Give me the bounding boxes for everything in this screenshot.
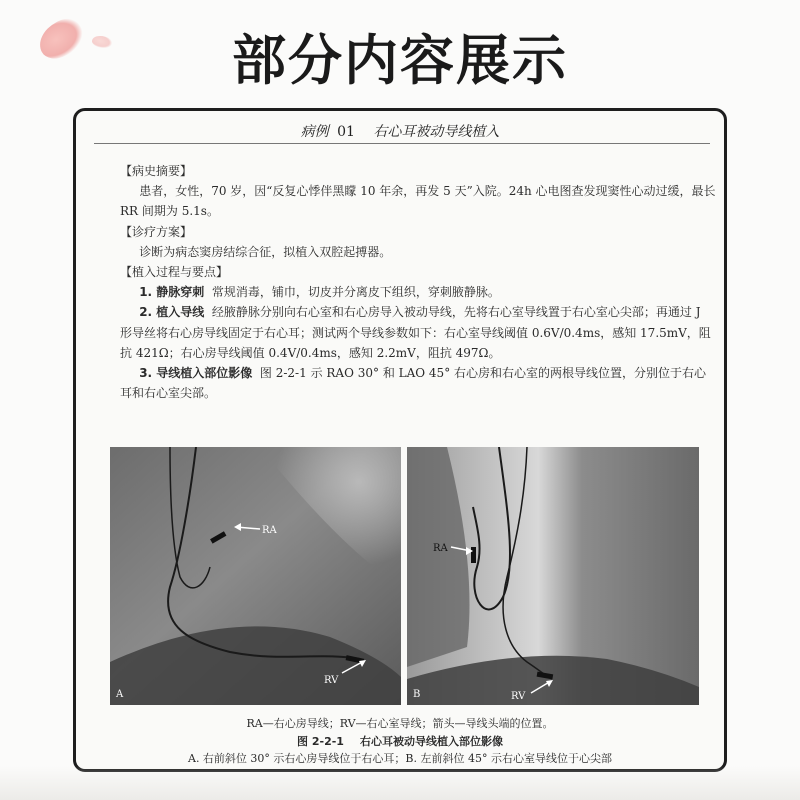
panel-b-rv-label: RV: [511, 691, 526, 702]
panel-b-letter: B: [413, 689, 421, 700]
figure-title: 右心耳被动导线植入部位影像: [359, 735, 503, 748]
figure-note: A. 右前斜位 30° 示右心房导线位于右心耳；B. 左前斜位 45° 示右心室导线位于心尖部: [188, 752, 612, 765]
banner-title: 部分内容展示: [232, 29, 568, 92]
case-title: [76, 121, 724, 141]
panel-b-ra-lead-tip: [471, 547, 476, 563]
case-label: 病例: [300, 124, 329, 140]
figure-number: 图 2-2-1: [297, 735, 344, 748]
case-number: 01: [337, 124, 355, 140]
book-page: [76, 111, 724, 769]
figure-caption: [76, 733, 724, 749]
xray-panel-a: [110, 447, 401, 705]
step3-text: 图 2-2-1 示 RAO 30° 和 LAO 45° 右心房和右心室的两根导线位置，分别位于右心耳和右心室尖部。: [120, 366, 707, 401]
step3-paragraph: [120, 363, 716, 403]
step2-paragraph: [120, 302, 716, 363]
title-rule: [94, 143, 710, 144]
xray-panel-b: [407, 447, 699, 705]
content-frame: [73, 108, 727, 772]
plan-text: 诊断为病态窦房结综合征，拟植入双腔起搏器。: [139, 244, 392, 259]
figure-legend: RA—右心房导线；RV—右心室导线；箭头—导线头端的位置。: [246, 717, 554, 730]
panel-a-letter: A: [116, 689, 124, 700]
step1-paragraph: [120, 282, 716, 302]
footer-decoration: [0, 766, 800, 800]
step1-text: 常规消毒，铺巾，切皮并分离皮下组织，穿刺腋静脉。: [211, 285, 500, 300]
panel-b-ra-label: RA: [433, 543, 448, 554]
case-title-text: 右心耳被动导线植入: [373, 124, 500, 140]
procedure-heading: 【植入过程与要点】: [120, 265, 229, 280]
plan-heading: 【诊疗方案】: [120, 224, 193, 239]
step2-text: 经腋静脉分别向右心室和右心房导入被动导线，先将右心室导线置于右心室心尖部；再通过 J 形导丝将右心房导线固定于右心耳；测试两个导线参数如下：右心室导线阈值 0.6V/0.4ms，感知 17.5mV，阻抗 421Ω；右心房导线阈值 0.4V/0.4ms，感知 2.2mV，阻抗 497Ω。: [120, 305, 711, 360]
step2-title: 2. 植入导线: [139, 305, 205, 320]
history-text: 患者，女性，70 岁，因“反复心悸伴黑矇 10 年余，再发 5 天”入院。24h 心电图查发现窦性心动过缓，最长 RR 间期为 5.1s。: [120, 184, 716, 219]
step3-title: 3. 导线植入部位影像: [139, 366, 253, 381]
panel-a-rv-label: RV: [324, 675, 339, 686]
panel-a-ra-label: RA: [262, 525, 277, 536]
step1-title: 1. 静脉穿刺: [139, 285, 205, 300]
history-heading: 【病史摘要】: [120, 164, 193, 178]
case-body: [120, 161, 716, 403]
